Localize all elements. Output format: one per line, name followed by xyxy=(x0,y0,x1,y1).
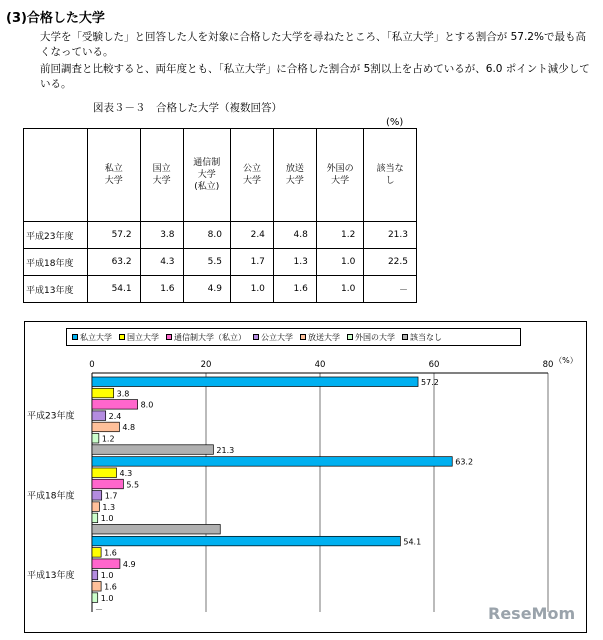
data-label: 1.0 xyxy=(100,593,114,603)
table-cell: 1.3 xyxy=(273,249,316,276)
data-label: 1.6 xyxy=(104,548,117,558)
table-cell: 4.9 xyxy=(183,276,230,303)
data-label: 2.4 xyxy=(108,411,122,421)
category-label: 平成18年度 xyxy=(27,491,75,502)
x-tick-label: 80 xyxy=(542,360,554,370)
header-cell: 放送 大学 xyxy=(273,129,316,222)
data-label: 63.2 xyxy=(455,457,474,467)
data-label: 54.1 xyxy=(403,537,422,547)
x-tick-label: 60 xyxy=(428,360,440,370)
table-cell: 1.0 xyxy=(316,276,363,303)
bar xyxy=(92,422,119,432)
table-caption: 図表３－３ 合格した大学（複数回答） xyxy=(93,102,282,114)
table-cell: 1.6 xyxy=(140,276,183,303)
table-cell: 8.0 xyxy=(183,222,230,249)
paragraph-2: 前回調査と比較すると、両年度とも、「私立大学」に合格した割合が 5割以上を占めているが、6.0 ポイント減少している。 xyxy=(40,63,590,90)
data-label: 4.3 xyxy=(119,468,133,478)
header-cell: 通信制 大学 (私立) xyxy=(183,129,230,222)
header-cell: 国立 大学 xyxy=(140,129,183,222)
bar xyxy=(92,536,400,546)
data-label: 1.2 xyxy=(101,434,115,444)
bar xyxy=(92,559,120,569)
table-cell: 1.0 xyxy=(231,276,274,303)
table-cell: 4.8 xyxy=(273,222,316,249)
bar xyxy=(92,491,102,501)
row-label: 平成13年度 xyxy=(24,276,88,303)
table-cell: 63.2 xyxy=(88,249,141,276)
bar xyxy=(92,411,106,421)
bar xyxy=(92,502,99,512)
table-cell: 1.2 xyxy=(316,222,363,249)
paragraph-1: 大学を「受験した」と回答した人を対象に合格した大学を尋ねたところ、「私立大学」とする割合が 57.2%で最も高くなっている。 xyxy=(40,31,586,58)
header-cell: 公立 大学 xyxy=(231,129,274,222)
section-heading: (3)合格した大学 xyxy=(6,11,105,26)
legend-label: 放送大学 xyxy=(308,332,340,342)
header-cell: 私立 大学 xyxy=(88,129,141,222)
table-cell: 2.4 xyxy=(231,222,274,249)
data-label: 1.6 xyxy=(104,582,117,592)
data-label: 21.3 xyxy=(216,445,235,455)
table-cell: － xyxy=(364,276,417,303)
unit-label: （%） xyxy=(554,356,578,365)
data-label: 5.5 xyxy=(126,480,140,490)
row-label: 平成23年度 xyxy=(24,222,88,249)
data-label: 1.0 xyxy=(100,514,114,524)
data-label: 4.9 xyxy=(122,559,136,569)
table-cell: 1.7 xyxy=(231,249,274,276)
data-label: 1.3 xyxy=(102,502,116,512)
bar xyxy=(92,570,98,580)
legend-label: 外国の大学 xyxy=(355,332,395,342)
legend-label: 該当なし xyxy=(410,332,442,342)
header-cell: 外国の 大学 xyxy=(316,129,363,222)
data-label: 3.8 xyxy=(116,389,130,399)
table-cell: 22.5 xyxy=(364,249,417,276)
bar xyxy=(92,582,101,592)
legend-label: 国立大学 xyxy=(127,332,159,342)
bar xyxy=(92,445,213,455)
watermark-logo: ReseMom xyxy=(488,604,576,623)
table-cell: 1.0 xyxy=(316,249,363,276)
data-label: 4.8 xyxy=(122,423,136,433)
table-cell: 57.2 xyxy=(88,222,141,249)
bar xyxy=(92,400,138,410)
row-label: 平成18年度 xyxy=(24,249,88,276)
x-tick-label: 40 xyxy=(314,360,326,370)
bar xyxy=(92,377,418,387)
x-tick-label: 20 xyxy=(200,360,212,370)
data-label: 8.0 xyxy=(140,400,154,410)
table-cell: 54.1 xyxy=(88,276,141,303)
table-unit: (%) xyxy=(386,117,404,128)
legend-label: 私立大学 xyxy=(80,332,112,342)
bar xyxy=(92,457,452,467)
bar xyxy=(92,548,101,558)
data-label: 1.7 xyxy=(104,491,118,501)
data-label: － xyxy=(95,605,103,615)
table-cell: 3.8 xyxy=(140,222,183,249)
legend-label: 通信制大学（私立） xyxy=(174,332,246,342)
bar xyxy=(92,513,98,523)
table-cell: 4.3 xyxy=(140,249,183,276)
category-label: 平成13年度 xyxy=(27,570,75,581)
table-cell: 5.5 xyxy=(183,249,230,276)
table-cell: 21.3 xyxy=(364,222,417,249)
data-label: 57.2 xyxy=(421,378,439,387)
bar xyxy=(92,468,117,478)
header-cell: 該当な し xyxy=(364,129,417,222)
bar xyxy=(92,593,98,603)
data-label: 1.0 xyxy=(100,571,114,581)
table-cell: 1.6 xyxy=(273,276,316,303)
bar xyxy=(92,479,123,489)
bar xyxy=(92,434,99,444)
bar xyxy=(92,388,114,398)
category-label: 平成23年度 xyxy=(27,411,75,422)
x-tick-label: 0 xyxy=(89,360,95,370)
legend-label: 公立大学 xyxy=(261,332,293,342)
bar xyxy=(92,524,220,534)
